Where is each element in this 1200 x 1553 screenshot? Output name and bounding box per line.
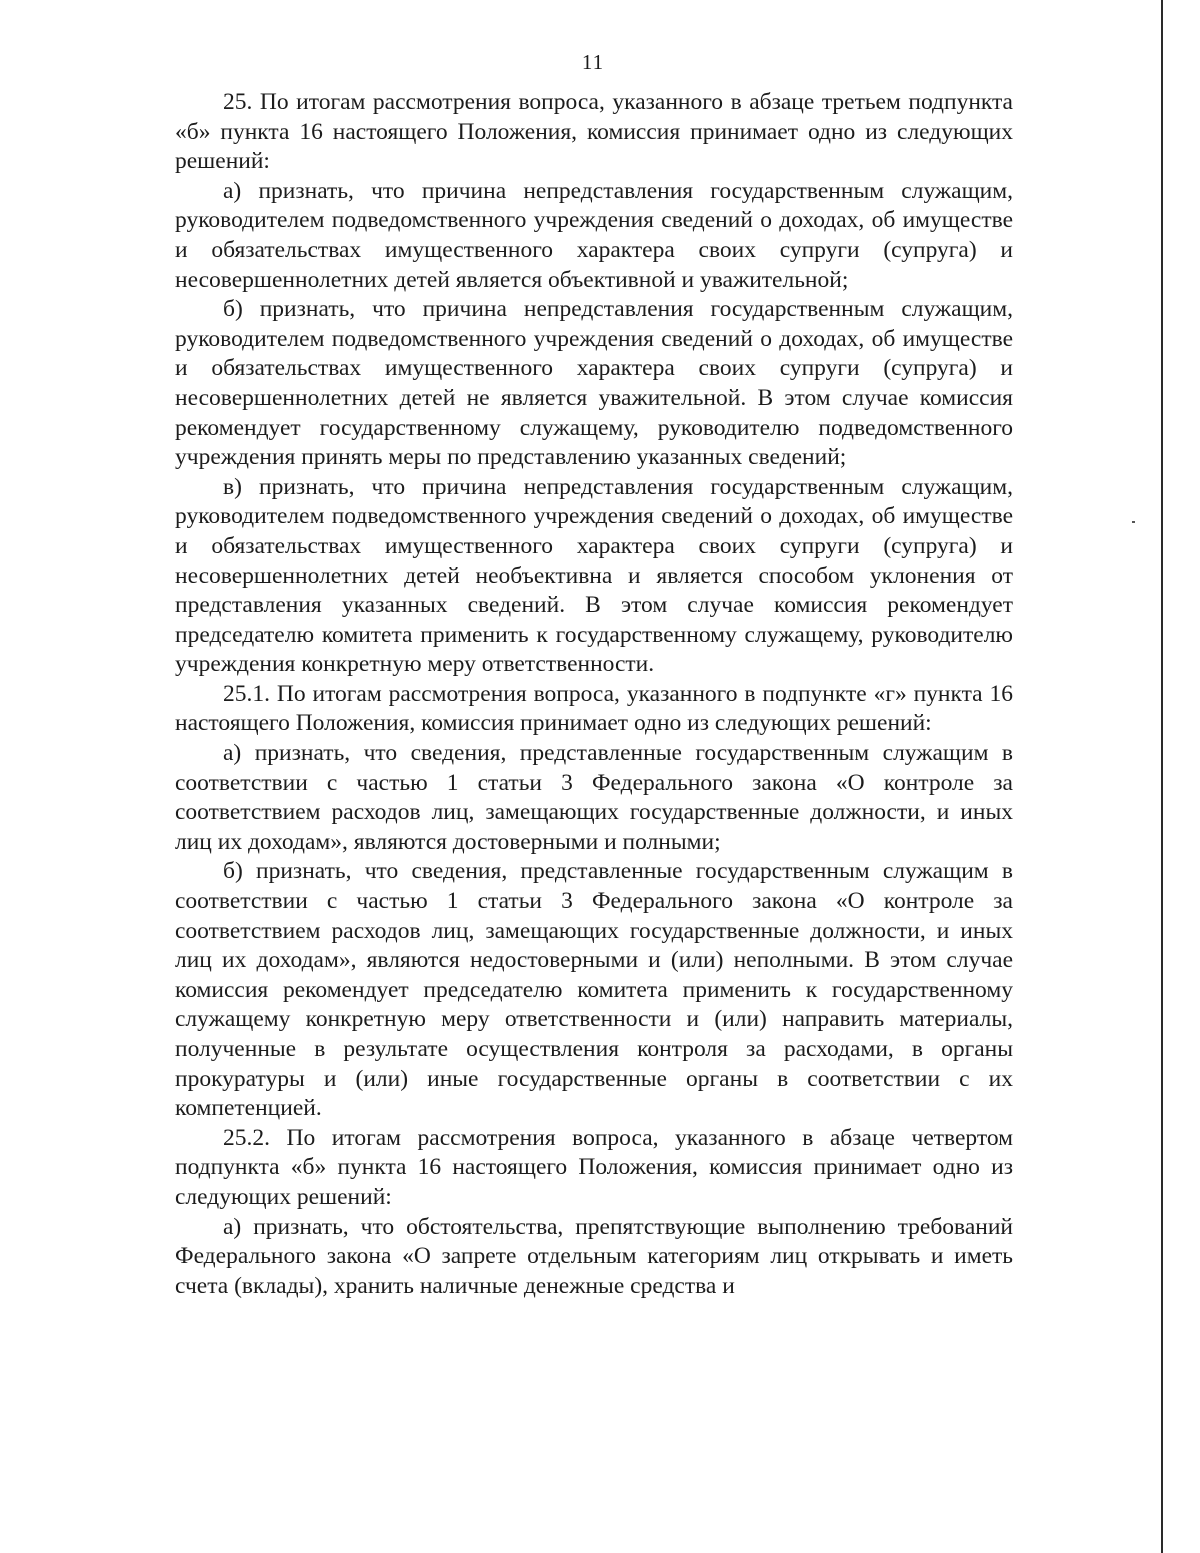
paragraph-25-1-b: б) признать, что сведения, представленные государственным служащим в соответствии с частью 1 статьи 3 Федерального закона «О контроле за соответствием расходов лиц, замещающих государственные должности, и иных лиц их доходам», являются недостоверными и (или) неполными. В этом случае комиссия рекомендует председателю комитета применить к государственному служащему конкретную меру ответственности и (или) направить материалы, полученные в результате осуществления контроля за расходами, в органы прокуратуры и (или) иные государственные органы в соответствии с их компетенцией. — [175, 858, 1013, 1122]
paragraph-25-1-a: а) признать, что сведения, представленные государственным служащим в соответствии с частью 1 статьи 3 Федерального закона «О контроле за соответствием расходов лиц, замещающих государственные должности, и иных лиц их доходам», являются достоверными и полными; — [175, 740, 1013, 855]
paragraph-25-1: 25.1. По итогам рассмотрения вопроса, указанного в подпункте «г» пункта 16 настоящего Положения, комиссия принимает одно из следующих решений: — [175, 680, 1013, 737]
paragraph-25-b: б) признать, что причина непредставления государственным служащим, руководителем подведомственного учреждения сведений о доходах, об имуществе и обязательствах имущественного характера своих супруги (супруга) и несовершеннолетних детей не является уважительной. В этом случае комиссия рекомендует государственному служащему, руководителю подведомственного учреждения принять меры по представлению указанных сведений; — [175, 296, 1013, 471]
paragraph-25: 25. По итогам рассмотрения вопроса, указанного в абзаце третьем подпункта «б» пункта 16 настоящего Положения, комиссия принимает одно из следующих решений: — [175, 89, 1013, 175]
paragraph-25-a: а) признать, что причина непредставления государственным служащим, руководителем подведомственного учреждения сведений о доходах, об имуществе и обязательствах имущественного характера своих супруги (супруга) и несовершеннолетних детей является объективной и уважительной; — [175, 177, 1013, 293]
paragraph-25-v: в) признать, что причина непредставления государственным служащим, руководителем подведомственного учреждения сведений о доходах, об имуществе и обязательствах имущественного характера своих супруги (супруга) и несовершеннолетних детей необъективна и является способом уклонения от представления указанных сведений. В этом случае комиссия рекомендует председателю комитета применить к государственному служащему, руководителю учреждения конкретную меру ответственности. — [175, 473, 1013, 678]
paragraph-25-2-a: а) признать, что обстоятельства, препятствующие выполнению требований Федерального закона «О запрете отдельным категориям лиц открывать и иметь счета (вклады), хранить наличные денежные средства и — [175, 1213, 1013, 1299]
scan-border-line — [1161, 0, 1163, 1553]
document-body — [175, 88, 1013, 1301]
paragraph-25-2: 25.2. По итогам рассмотрения вопроса, указанного в абзаце четвертом подпункта «б» пункта 16 настоящего Положения, комиссия принимает одно из следующих решений: — [175, 1124, 1013, 1210]
page-number: 11 — [581, 50, 605, 74]
scan-speck — [1132, 521, 1135, 523]
